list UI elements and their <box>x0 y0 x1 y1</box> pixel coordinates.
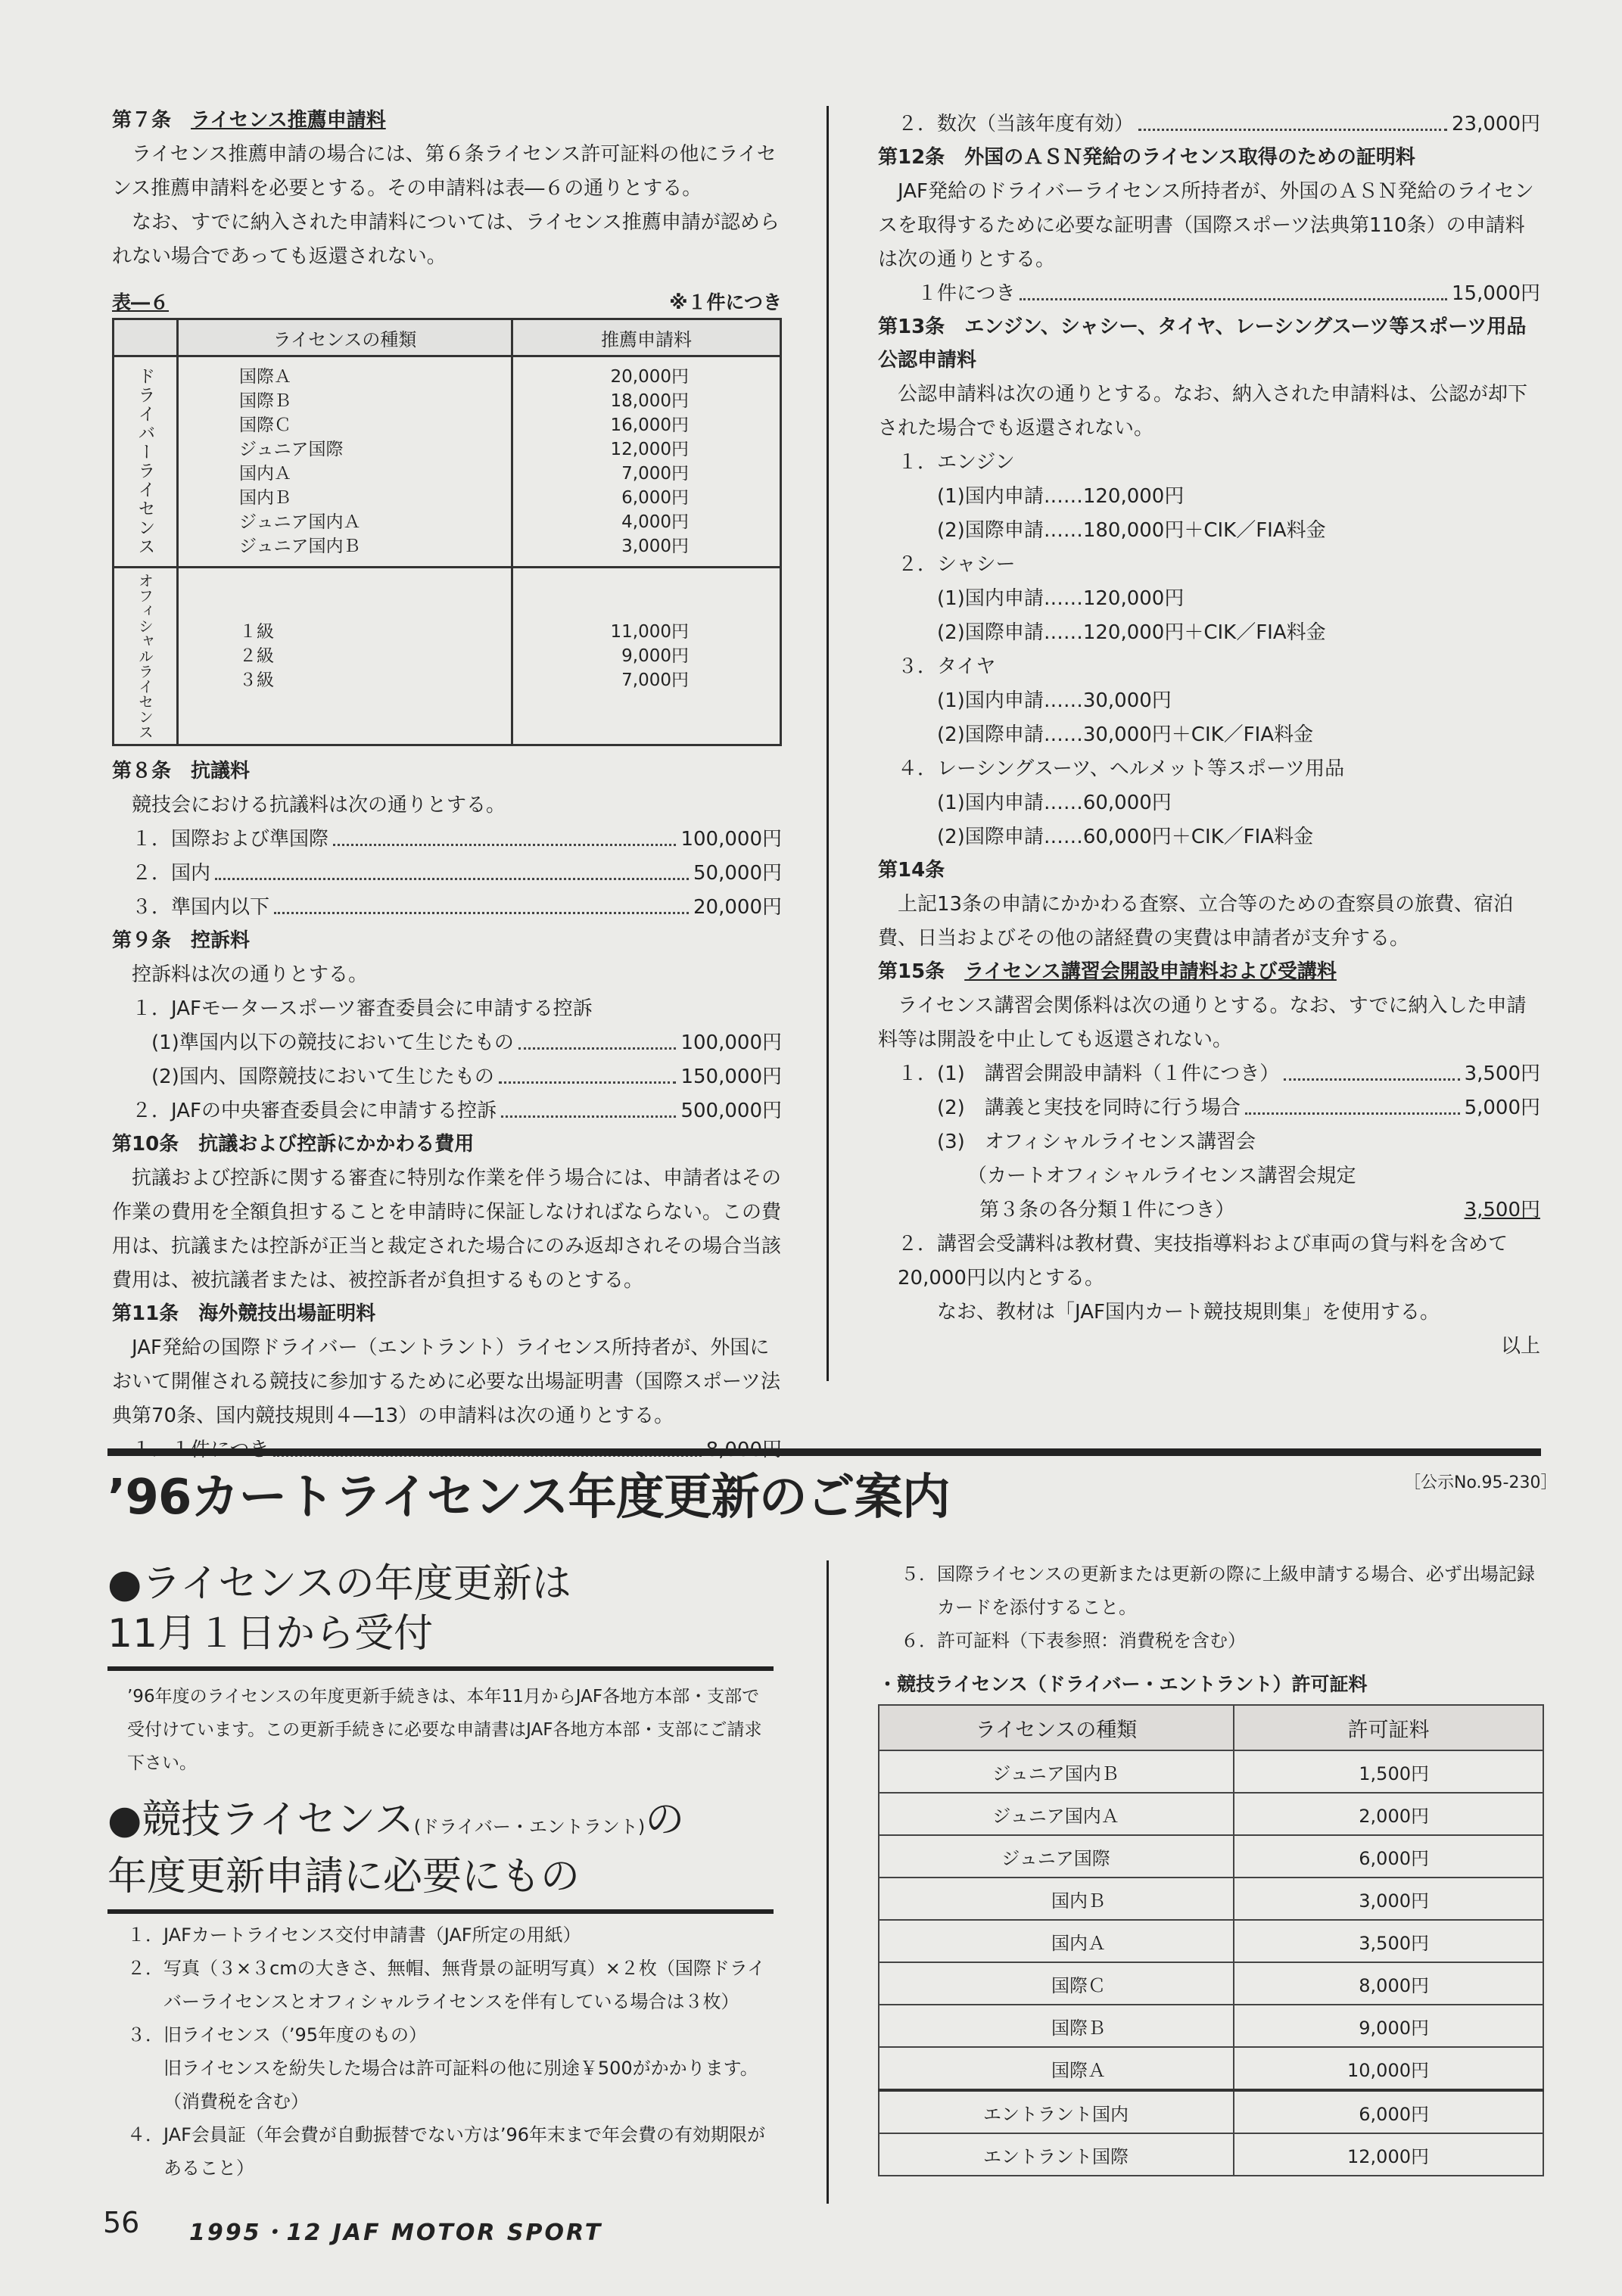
table-row: 国際Ｂ 9,000円 <box>879 2005 1543 2047</box>
notice-sec1-body: ’96年度のライセンスの年度更新手続きは、本年11月からJAF各地方本部・支部で受付けています。この更新手続きに必要な申請書はJAF各地方本部・支部にご請求下さい。 <box>127 1687 762 1773</box>
art13-group: ３．タイヤ (1)国内申請……30,000円 (2)国際申請……30,000円＋CIK／FIA料金 <box>898 655 1314 746</box>
table6-col2: 推薦申請料 <box>512 319 781 356</box>
art14-heading: 第14条 <box>878 859 945 882</box>
table6-row-name: ３級 <box>239 670 274 690</box>
table-row: エントラント国内 6,000円 <box>879 2090 1543 2133</box>
permit-col2: 許可証料 <box>1234 1705 1543 1750</box>
art8-item: ２．国内 50,000円 <box>112 857 782 891</box>
table6-row-fee: 6,000円 <box>621 488 689 508</box>
table6-caption: 表―６ ※１件につき <box>112 291 782 313</box>
art15-item4: ２．講習会受講料は教材費、実技指導料および車両の貸与料を含めて20,000円以内とする。 <box>898 1233 1508 1290</box>
page-number: 56 <box>103 2206 140 2239</box>
notice-column-divider <box>827 1560 829 2204</box>
art7-para2: なお、すでに納入された申請料については、ライセンス推薦申請が認められない場合であっても返還されない。 <box>112 211 780 268</box>
notice-left <box>107 1559 774 2185</box>
table6-row-name: ２級 <box>239 646 274 666</box>
art12-para: JAF発給のドライバーライセンス所持者が、外国のＡＳＮ発給のライセンスを取得するために必要な証明書（国際スポーツ法典第110条）の申請料は次の通りとする。 <box>878 180 1534 271</box>
req-item: ４．JAF会員証（年会費が自動振替でない方は’96年末まで年会費の有効期限があること） <box>127 2124 766 2179</box>
notice-ref: ［公示No.95-230］ <box>1404 1473 1558 1492</box>
art15-note: なお、教材は「JAF国内カート競技規則集」を使用する。 <box>937 1301 1440 1324</box>
table-row: 国内Ｂ 3,000円 <box>879 1878 1543 1920</box>
permit-table-header <box>879 1705 1543 1750</box>
art9-intro: 控訴料は次の通りとする。 <box>132 963 369 986</box>
table6-row-name: 国際Ｂ <box>239 391 291 411</box>
art15-para: ライセンス講習会関係料は次の通りとする。なお、すでに納入した申請料等は開設を中止しても返還されない。 <box>878 994 1527 1051</box>
art15-item1: １．(1) 講習会開設申請料（１件につき） 3,500円 <box>878 1057 1540 1091</box>
notice-top-rule <box>107 1448 1541 1456</box>
table6-row-name: 国内Ｂ <box>239 488 291 508</box>
art11-item2: ２．数次（当該年度有効） 23,000円 <box>878 107 1540 142</box>
table6-row-name: 国際Ａ <box>239 367 291 387</box>
table6-group-official-label: オフィシャルライセンス <box>114 568 178 745</box>
table6-row-name: ジュニア国内Ｂ <box>239 537 361 556</box>
table-row: エントラント国際 12,000円 <box>879 2133 1543 2176</box>
art9-item1: １．JAFモータースポーツ審査委員会に申請する控訴 <box>132 997 593 1020</box>
table6-row-fee: 11,000円 <box>610 622 689 642</box>
art13-group: １．エンジン (1)国内申請……120,000円 (2)国際申請……180,000円＋CIK／FIA料金 <box>898 451 1326 542</box>
table-row: 国際Ｃ 8,000円 <box>879 1962 1543 2005</box>
table6-row-name: 国内Ａ <box>239 464 291 484</box>
art8-item: ３．準国内以下 20,000円 <box>112 891 782 925</box>
permit-table-title: ・競技ライセンス（ドライバー・エントラント）許可証料 <box>878 1673 1368 1695</box>
notice-title: ’96カートライセンス年度更新のご案内 <box>107 1470 950 1526</box>
art12-item: １件につき 15,000円 <box>878 277 1540 311</box>
notice-sec2-heading: ●競技ライセンス(ドライバー・エントラント)の 年度更新申請に必要にもの <box>107 1797 685 1899</box>
art15-item3: (3) オフィシャルライセンス講習会 <box>937 1131 1256 1153</box>
magazine-name: 1995・12 JAF MOTOR SPORT <box>189 2220 603 2246</box>
table6-row-fee: 20,000円 <box>610 367 689 387</box>
table6-row-fee: 7,000円 <box>621 670 689 690</box>
table-row: 国内Ａ 3,500円 <box>879 1920 1543 1962</box>
art9-sub: (1)準国内以下の競技において生じたもの 100,000円 <box>112 1026 782 1060</box>
art13-heading-2: 公認申請料 <box>878 349 977 372</box>
req-item: １．JAFカートライセンス交付申請書（JAF所定の用紙） <box>127 1924 581 1946</box>
art12-heading: 第12条 外国のＡＳＮ発給のライセンス取得のための証明料 <box>878 146 1415 169</box>
art9-item2: ２．JAFの中央審査委員会に申請する控訴 500,000円 <box>112 1094 782 1128</box>
table6-row-name: 国際Ｃ <box>239 415 291 435</box>
permit-table <box>878 1704 1544 2176</box>
table6-row-fee: 12,000円 <box>610 440 689 459</box>
table6-row-fee: 18,000円 <box>610 391 689 411</box>
art8-item: １．国際および準国際 100,000円 <box>112 823 782 857</box>
art8-intro: 競技会における抗議料は次の通りとする。 <box>132 794 506 817</box>
art8-heading: 第８条 抗議料 <box>112 760 251 782</box>
art7-heading: 第７条 ライセンス推薦申請料 <box>112 109 386 132</box>
table6-row-name: ジュニア国際 <box>239 440 344 459</box>
art10-heading: 第10条 抗議および控訴にかかわる費用 <box>112 1133 475 1156</box>
notice-reqs <box>107 1914 774 2185</box>
table6-row-fee: 7,000円 <box>621 464 689 484</box>
req-item: ３．旧ライセンス（’95年度のもの） <box>127 2024 428 2046</box>
art11-para: JAF発給の国際ドライバー（エントラント）ライセンス所持者が、外国において開催される競技に参加するために必要な出場証明書（国際スポーツ法典第70条、国内競技規則４―13）の申請料は次の通りとする。 <box>112 1336 780 1427</box>
table6-group-driver-label: ドライバーライセンス <box>114 356 178 568</box>
table-row: ジュニア国内Ａ 2,000円 <box>879 1793 1543 1835</box>
req-item: 旧ライセンスを紛失した場合は許可証料の他に別途￥500がかかります。（消費税を含む） <box>163 2058 758 2112</box>
art9-sub: (2)国内、国際競技において生じたもの 150,000円 <box>112 1060 782 1094</box>
req-item: ５．国際ライセンスの更新または更新の際に上級申請する場合、必ず出場記録カードを添付すること。 <box>901 1563 1535 1618</box>
table6 <box>112 318 782 746</box>
art13-group: ２．シャシー (1)国内申請……120,000円 (2)国際申請……120,000円＋CIK／FIA料金 <box>898 553 1326 644</box>
table-row: ジュニア国際 6,000円 <box>879 1835 1543 1878</box>
art15-item3a: （カートオフィシャルライセンス講習会規定 <box>967 1165 1356 1187</box>
req-item: ６．許可証料（下表参照：消費税を含む） <box>901 1630 1246 1651</box>
table6-row-name: １級 <box>239 622 274 642</box>
table6-row-name: ジュニア国内Ａ <box>239 512 361 532</box>
notice-right <box>878 1557 1544 2176</box>
art13-heading: 第13条 エンジン、シャシー、タイヤ、レーシングスーツ等スポーツ用品 <box>878 316 1527 338</box>
right-column-top <box>878 107 1540 1364</box>
column-divider <box>827 106 829 1381</box>
table6-group-official <box>114 568 781 745</box>
table-row: 国際Ａ 10,000円 <box>879 2047 1543 2090</box>
table6-row-fee: 4,000円 <box>621 512 689 532</box>
notice-reqs-cont <box>878 1557 1544 1657</box>
art15-end: 以上 <box>1500 1335 1540 1358</box>
req-item: ２．写真（３×３cmの大きさ、無帽、無背景の証明写真）×２枚（国際ドライバーライセンスとオフィシャルライセンスを伴有している場合は３枚） <box>127 1958 766 2012</box>
table-row: ジュニア国内Ｂ 1,500円 <box>879 1750 1543 1793</box>
table6-row-fee: 16,000円 <box>610 415 689 435</box>
art7-para1: ライセンス推薦申請の場合には、第６条ライセンス許可証料の他にライセンス推薦申請料を必要とする。その申請料は表―６の通りとする。 <box>112 143 777 200</box>
art13-group: ４．レーシングスーツ、ヘルメット等スポーツ用品 (1)国内申請……60,000円 (2)国際申請……60,000円＋CIK／FIA料金 <box>898 758 1345 848</box>
table6-row-fee: 9,000円 <box>621 646 689 666</box>
table6-col1: ライセンスの種類 <box>178 319 512 356</box>
permit-col1: ライセンスの種類 <box>879 1705 1234 1750</box>
table6-group-driver <box>114 356 781 568</box>
art14-para: 上記13条の申請にかかわる査察、立合等のための査察員の旅費、宿泊費、日当およびその他の諸経費の実費は申請者が支弁する。 <box>878 893 1514 950</box>
art15-heading: 第15条 ライセンス講習会開設申請料および受講料 <box>878 960 1337 983</box>
art15-item2: (2) 講義と実技を同時に行う場合 5,000円 <box>878 1091 1540 1125</box>
table6-row-fee: 3,000円 <box>621 537 689 556</box>
art13-para: 公認申請料は次の通りとする。なお、納入された申請料は、公認が却下された場合でも返還されない。 <box>878 383 1528 440</box>
art10-para: 抗議および控訴に関する審査に特別な作業を伴う場合には、申請者はその作業の費用を全額負担することを申請時に保証しなければならない。この費用は、抗議または控訴が正当と裁定された場合にのみ返却されその場合当該費用は、被抗議者または、被控訴者が負担するものとする。 <box>112 1167 782 1292</box>
left-column-top <box>112 104 782 1467</box>
art9-heading: 第９条 控訴料 <box>112 929 251 952</box>
art15-item3b: 第３条の各分類１件につき） 3,500円 <box>979 1199 1540 1221</box>
art11-heading: 第11条 海外競技出場証明料 <box>112 1302 376 1325</box>
table6-header <box>114 319 781 356</box>
notice-sec1-heading: ●ライセンスの年度更新は 11月１日から受付 <box>107 1561 571 1657</box>
